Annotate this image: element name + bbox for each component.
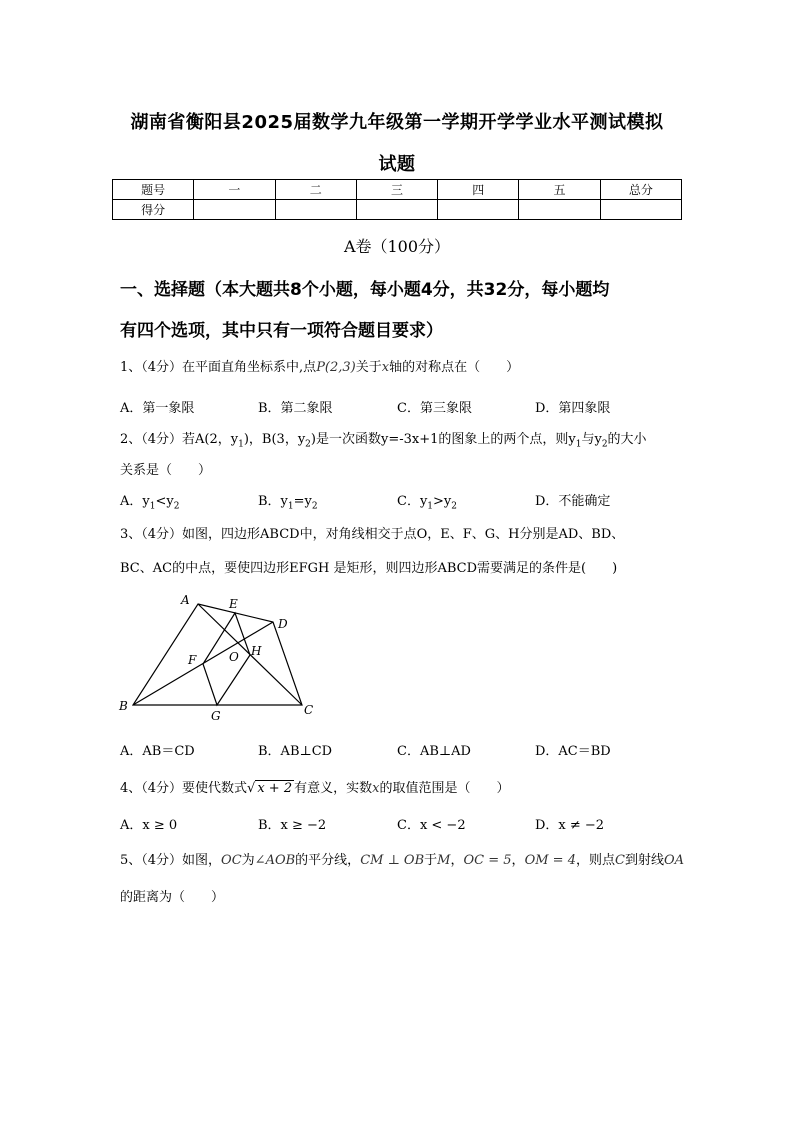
- sqrt-sign: √: [247, 781, 256, 796]
- label-d: D: [278, 617, 288, 631]
- part1-heading-line1: 一、选择题（本大题共8个小题，每小题4分，共32分，每小题均: [120, 280, 610, 300]
- label-e: E: [229, 597, 238, 611]
- q3-option-d[interactable]: D．AC＝BD: [535, 744, 611, 759]
- score-table-score-row: [113, 200, 682, 220]
- score-header-cell: 总分: [600, 180, 681, 200]
- q5-math: OA: [663, 853, 684, 868]
- score-header-cell: 题号: [113, 180, 194, 200]
- score-cell[interactable]: [194, 200, 275, 220]
- q2-text: 与y: [581, 432, 602, 447]
- q2-opt-text: C．y: [397, 494, 428, 509]
- q1-option-c[interactable]: C．第三象限: [397, 401, 472, 416]
- q2-option-c[interactable]: [397, 490, 457, 512]
- score-cell[interactable]: [438, 200, 519, 220]
- q1-option-b[interactable]: B．第二象限: [258, 401, 333, 416]
- score-table-header-row: [113, 180, 682, 200]
- q2-option-b[interactable]: [258, 490, 318, 512]
- label-f: F: [188, 653, 197, 667]
- score-header-cell: 三: [356, 180, 437, 200]
- q2-sub: 1: [238, 439, 244, 450]
- score-cell[interactable]: [356, 200, 437, 220]
- q5-text: 5、（4分）如图，: [120, 853, 222, 868]
- part1-heading-line2: 有四个选项，其中只有一项符合题目要求）: [120, 321, 443, 341]
- q4-option-b[interactable]: B．x ≥ −2: [258, 818, 327, 833]
- q4-option-d[interactable]: D．x ≠ −2: [535, 818, 605, 833]
- q2-text: 的大小: [607, 432, 647, 447]
- q2-sub: 2: [305, 439, 311, 450]
- q2-option-a[interactable]: [120, 490, 179, 512]
- q5-text: 的平分线，: [295, 853, 361, 868]
- label-h: H: [251, 644, 262, 658]
- q5-math: OM = 4: [524, 853, 576, 868]
- q3-option-a[interactable]: A．AB＝CD: [120, 744, 195, 759]
- score-header-cell: 五: [519, 180, 600, 200]
- label-a: A: [181, 593, 190, 607]
- question-2-stem-line2: 关系是（ ）: [120, 463, 212, 478]
- q5-math: ∠AOB: [254, 853, 296, 868]
- q2-opt-text: <y: [155, 494, 174, 509]
- score-table: [112, 179, 682, 220]
- q1-option-d[interactable]: D．第四象限: [535, 401, 611, 416]
- q5-text: ，则点: [575, 853, 615, 868]
- question-2-stem-line1: [120, 428, 690, 450]
- label-c: C: [304, 703, 314, 717]
- score-cell[interactable]: [600, 200, 681, 220]
- q1-prefix: 1、（4分）在平面直角坐标系中,点: [120, 360, 317, 375]
- score-header-cell: 二: [275, 180, 356, 200]
- q2-sub: 1: [287, 501, 294, 512]
- q1-mid: 关于: [355, 360, 382, 375]
- q1-option-a[interactable]: A．第一象限: [120, 401, 195, 416]
- question-5-stem-line1: [120, 849, 690, 868]
- label-o: O: [229, 650, 239, 664]
- q2-sub: 1: [427, 501, 434, 512]
- question-4-stem: [120, 777, 690, 796]
- q5-math: OC = 5: [463, 853, 512, 868]
- q5-text: 到射线: [624, 853, 664, 868]
- q5-text: 为: [241, 853, 255, 868]
- q2-text: 2、（4分）若A(2，y: [120, 432, 239, 447]
- exam-title-line1: 湖南省衡阳县2025届数学九年级第一学期开学学业水平测试模拟: [130, 112, 664, 133]
- q5-math: M: [437, 853, 451, 868]
- q2-sub: 2: [601, 439, 608, 450]
- q4-radicand: x + 2: [257, 781, 293, 796]
- question-3-stem-line1: 3、（4分）如图，四边形ABCD中，对角线相交于点O，E、F、G、H分别是AD、BD、: [120, 527, 625, 542]
- q3-option-c[interactable]: C．AB⊥AD: [397, 744, 471, 759]
- score-row-label: 得分: [113, 200, 194, 220]
- score-cell[interactable]: [275, 200, 356, 220]
- question-1-stem: [120, 356, 690, 375]
- q2-opt-text: A．y: [120, 494, 150, 509]
- q2-text: )，B(3，y: [243, 432, 306, 447]
- score-header-cell: 四: [438, 180, 519, 200]
- q5-text: 于: [424, 853, 438, 868]
- score-cell[interactable]: [519, 200, 600, 220]
- q4-prefix: 4、（4分）要使代数式: [120, 781, 248, 796]
- question-3-stem-line2: BC、AC的中点，要使四边形EFGH 是矩形，则四边形ABCD需要满足的条件是( ): [120, 561, 618, 576]
- q4-option-c[interactable]: C．x < −2: [397, 818, 466, 833]
- q2-sub: 1: [575, 439, 582, 450]
- label-b: B: [119, 699, 128, 713]
- q3-option-b[interactable]: B．AB⊥CD: [258, 744, 333, 759]
- q5-text: ，: [511, 853, 525, 868]
- q2-sub: 2: [173, 501, 180, 512]
- q5-math: C: [614, 853, 625, 868]
- quadrilateral-figure: [116, 592, 316, 727]
- q4-suffix: 的取值范围是（ ）: [379, 781, 510, 796]
- q4-var: x: [372, 781, 380, 796]
- q2-opt-text: B．y: [258, 494, 288, 509]
- section-a-title: A卷（100分）: [343, 237, 451, 256]
- q5-math: OC: [221, 853, 242, 868]
- q2-option-d[interactable]: D．不能确定: [535, 494, 611, 509]
- q2-opt-text: >y: [433, 494, 452, 509]
- q1-suffix: 轴的对称点在（ ）: [389, 360, 520, 375]
- exam-title-line2: 试题: [378, 154, 416, 175]
- label-g: G: [211, 709, 221, 723]
- q1-axis: x: [381, 360, 390, 375]
- q4-mid: 有意义，实数: [294, 781, 373, 796]
- q2-text: )是一次函数y=-3x+1的图象上的两个点，则y: [310, 432, 576, 447]
- q4-option-a[interactable]: A．x ≥ 0: [120, 818, 178, 833]
- q2-sub: 2: [311, 501, 318, 512]
- q2-opt-text: =y: [293, 494, 312, 509]
- q2-sub: 2: [451, 501, 458, 512]
- q2-sub: 1: [149, 501, 156, 512]
- score-header-cell: 一: [194, 180, 275, 200]
- q5-text: ，: [450, 853, 464, 868]
- question-5-stem-line2: 的距离为（ ）: [120, 890, 225, 905]
- q1-point: P(2,3): [316, 360, 356, 375]
- q5-math: CM ⊥ OB: [360, 853, 425, 868]
